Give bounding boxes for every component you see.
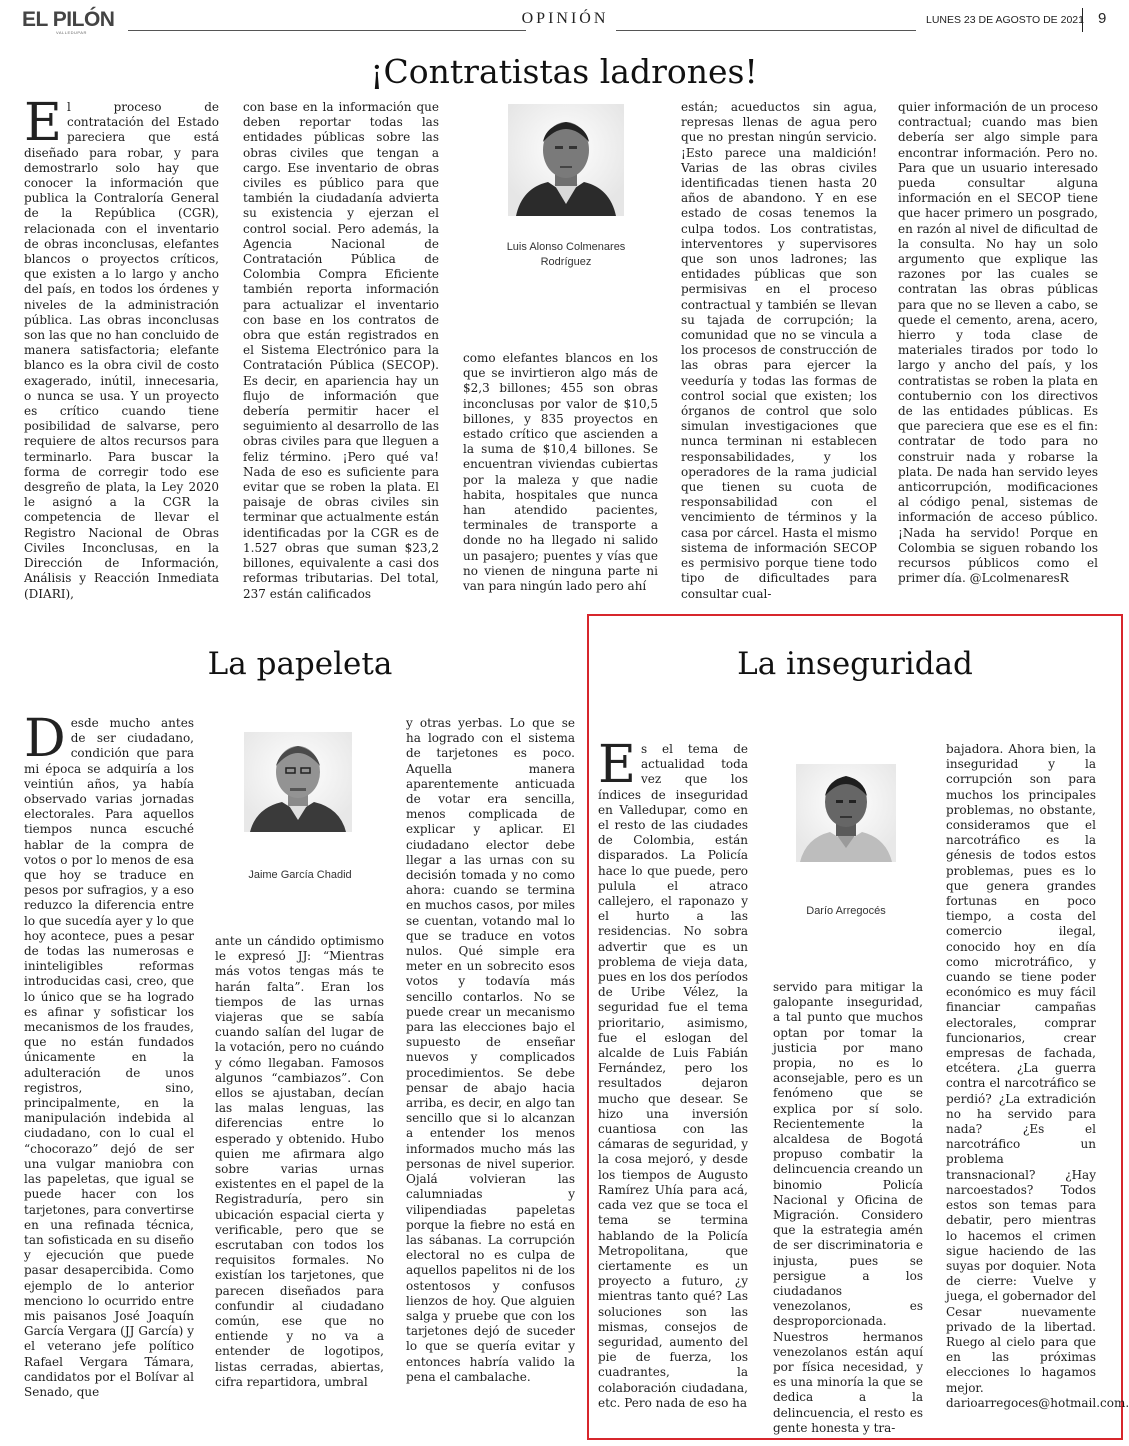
header-rule-right xyxy=(616,30,916,31)
article-title-papeleta: La papeleta xyxy=(207,646,393,682)
article1-text-1: l proceso de contratación del Estado pareciera que está diseñado para robar, y para demostrarlo solo hay que conocer la información que publica la Contraloría General de la República (CGR), relacionada con el inventario de obras inconclusas, elefantes blancos o proyectos críticos, que existen a lo largo y ancho del país, en todos los órdenes y niveles de la administración pública. Las obras inconclusas son las que no han concluido de manera satisfactoria; elefante blanco es la obra civil de costo exagerado, inútil, innecesaria, o nunca se usa. Y un proyecto es crítico cuando tiene posibilidad de salvarse, pero requiere de altos recursos para terminarlo. Para buscar la forma de corregir todo ese desgreño de plata, la Ley 2020 le asignó a la CGR la competencia de llevar el Registro Nacional de Obras Civiles Inconclusas, en la Dirección de Información, Análisis y Reacción Inmediata (DIARI), xyxy=(24,100,219,601)
drop-cap: E xyxy=(598,735,636,795)
issue-date: LUNES 23 DE AGOSTO DE 2021 xyxy=(926,14,1084,26)
newspaper-logo[interactable]: EL PILÓN xyxy=(22,8,115,31)
portrait-icon xyxy=(508,104,624,216)
article1-column-1 xyxy=(24,93,219,602)
article2-column-2 xyxy=(215,934,384,1420)
author-photo-arregoces xyxy=(796,764,896,862)
article3-column-1 xyxy=(598,735,748,1418)
article1-column-5 xyxy=(898,100,1098,602)
article-title-inseguridad: La inseguridad xyxy=(737,646,973,682)
section-name: OPINIÓN xyxy=(521,10,609,27)
drop-cap: E xyxy=(24,93,62,153)
article3-text-1: s el tema de actualidad toda vez que los índices de inseguridad en Valledupar, como en el resto de las ciudades de Colombia, están disparados. La Policía hace lo que puede, pero pulula el atraco callejero, el raponazo y el hurto a las residencias. No sobra advertir que es un problema de vieja data, pues en los dos períodos de Uribe Vélez, la seguridad fue el tema prioritario, asimismo, fue el eslogan del alcalde de Luis Fabián Fernández, pero los resultados dejaron mucho que desear. Se hizo una inversión cuantiosa con las cámaras de seguridad, y la cosa mejoró, y desde los tiempos de Augusto Ramírez Uhía para acá, cada vez que se toca el tema se termina hablando de la Policía Metropolitana, que ciertamente es un proyecto a futuro, ¿y mientras tanto qué? Las soluciones son las mismas, consejos de seguridad, aumento del pie de fuerza, los cuadrantes, la colaboración ciudadana, etc. Pero nada de eso ha xyxy=(598,742,748,1410)
article1-column-3 xyxy=(463,351,658,602)
article3-text-3: bajadora. Ahora bien, la inseguridad y la corrupción son para muchos los principales problemas, no obstante, consideramos que el narcotráfico es la génesis de todos estos problemas, pues es lo que genera grandes fortunas en poco tiempo, a costa del comercio ilegal, conocido hoy en día como microtráfico, y cuando se tiene poder económico es muy fácil financiar campañas electorales, comprar funcionarios, crear empresas de fachada, etcétera. ¿La guerra contra el narcotráfico se perdió? ¿La extradición no ha servido para nada? ¿Es el narcotráfico un problema transnacional? ¿Hay narcoestados? Todos estos son temas para debatir, pero mientras lo hacemos el crimen sigue haciendo de las suyas por doquier. Nota de cierre: Vuelve y juega, el gobernador del Cesar nuevamente privado de la libertad. Ruego al cielo para que en las próximas elecciones lo hagamos mejor. darioarregoces@hotmail.com. xyxy=(946,742,1129,1410)
header-divider xyxy=(1082,8,1083,32)
article3-text-2: servido para mitigar la galopante inseguridad, a tal punto que muchos optan por tomar la justicia por mano propia, no es lo aconsejable, pero es un fenómeno que se explica por sí solo. Recientemente la alcaldesa de Bogotá propuso combatir la delincuencia creando un binomio Policía Nacional y Oficina de Migración. Considero que la estrategia amén de ser discriminatoria e injusta, pues se persigue a los ciudadanos venezolanos, es desproporcionada. Nuestros hermanos venezolanos están aquí por física necesidad, y es una minoría la que se dedica a la delincuencia, el resto es gente honesta y tra- xyxy=(773,980,923,1435)
article1-text-2: con base en la información que deben reportar todas las entidades públicas sobre las obras civiles que tengan a cargo. Ese inventario de obras civiles es público para que también la ciudadanía advierta su existencia y ejerzan el control social. Pero además, la Agencia Nacional de Contratación Pública de Colombia Compra Eficiente también reporta información para actualizar el inventario con base en los contratos de obra que están registrados en el Sistema Electrónico para la Contratación Pública (SECOP). Es decir, en apariencia hay un flujo de información que debería permitir hacer el seguimiento al desarrollo de las obras civiles para que lleguen a feliz término. ¡Pero qué va! Nada de eso es suficiente para evitar que se roben la plata. El paisaje de obras civiles sin terminar que actualmente están identificadas por la CGR es de 1.527 obras que suman $23,2 billones, equivalente a casi dos reformas tributarias. Del total, 237 están calificados xyxy=(243,100,439,601)
newspaper-logo-subtitle: VALLEDUPAR xyxy=(56,30,87,35)
author-name-colmenares: Luis Alonso Colmenares Rodríguez xyxy=(506,241,626,268)
article2-column-3 xyxy=(406,716,575,1420)
article-title-contratistas: ¡Contratistas ladrones! xyxy=(370,52,758,91)
author-name-arregoces: Darío Arregocés xyxy=(806,905,886,917)
article2-column-1 xyxy=(24,709,194,1420)
article1-text-5: quier información de un proceso contractual; cuando mas bien debería ser algo simple para encontrar información. Pero no. Para que un usuario interesado pueda consultar alguna información en el SECOP tiene que hacer primero un posgrado, en razón al nivel de dificultad de la consulta. No hay un solo argumento que explique las razones por las cuales se contratan las obras públicas para que no se lleven a cabo, se quede el cemento, arena, acero, hierro y toda clase de materiales tirados por todo lo largo y ancho del país, y los contratistas se roben la plata en contubernio con los directivos de las entidades públicas. Es que pareciera que ese es el fin: contratar de todo para no construir nada y robarse la plata. De nada han servido leyes anticorrupción, modificaciones al código penal, sistemas de información de acceso público. ¡Nada ha servido! Porque en Colombia se siguen robando los recursos públicos como el primer día. @LcolmenaresR xyxy=(898,100,1098,586)
page-number: 9 xyxy=(1098,10,1107,27)
drop-cap: D xyxy=(24,709,66,769)
article1-column-4 xyxy=(681,100,877,602)
article3-column-2 xyxy=(773,980,923,1435)
article2-text-3: y otras yerbas. Lo que se ha logrado con el sistema de tarjetones es poco. Aquella manera aparentemente anticuada de votar era sencilla, menos complicada de explicar y aplicar. El ciudadano elector debe llegar a las urnas con su decisión tomada y no como ahora: cuando se termina en muchos casos, por miles se cuentan, votando mal lo que se traduce en votos nulos. Qué simple era meter en un sobrecito esos votos y todavía más sencillo contarlos. No se puede crear un mecanismo para las elecciones bajo el supuesto de enseñar nuevos y complicados procedimientos. Se debe pensar de abajo hacia arriba, es decir, en algo tan sencillo que si lo alcanzan a entender los menos informados mucho más las personas de nivel superior. Ojalá volvieran las calumniadas y vilipendiadas papeletas porque la fiebre no está en las sábanas. La corrupción electoral no es culpa de aquellos papelitos ni de los ostentosos y confusos lienzos de hoy. Que alguien salga y pruebe que con los tarjetones dejó de suceder lo que se quería evitar y entonces habría valido la pena el cambalache. xyxy=(406,716,575,1384)
article2-text-2: ante un cándido optimismo le expresó JJ: “Mientras más votos tengas más te harán falta”. Eran los tiempos de las urnas viajeras que se sabía cuando salían del lugar de la votación, pero no cuándo y cómo llegaban. Famosos algunos “cambiazos”. Con ellos se ajustaban, decían las malas lenguas, las diferencias entre lo esperado y obtenido. Hubo quien me afirmara algo sobre varias urnas existentes en el papel de la Registraduría, pero sin ubicación espacial cierta y verificable, pero que se escrutaban con todos los requisitos formales. No existían los tarjetones, que parecen diseñados para confundir al ciudadano común, ese que no entiende y no va a entender de logotipos, listas cerradas, abiertas, cifra repartidora, umbral xyxy=(215,934,384,1389)
article1-text-4: están; acueductos sin agua, represas llenas de agua pero que no prestan ningún servicio. ¡Esto parece una maldición! Varias de las obras civiles identificadas tienen hasta 20 años de abandono. Y en ese estado de cosas tenemos la culpa todos. Los contratistas, interventores y supervisores que son unos ladrones; las entidades públicas que son permisivas en el proceso contractual y también se llevan su tajada de corrupción; la comunidad que no se vincula a los procesos de construcción de las obras para ejercer la veeduría y todas las formas de control social que existen; los órganos de control que solo simulan investigaciones que nunca terminan ni establecen responsabilidades, y los operadores de la rama judicial que tienen su cuota de responsabilidad con el vencimiento de términos y la casa por cárcel. Hasta el mismo sistema de información SECOP es permisivo porque tiene todo tipo de dificultades para consultar cual- xyxy=(681,100,877,601)
header-rule-left xyxy=(128,30,526,31)
article2-text-1: esde mucho antes de ser ciudadano, condición que para mi época se adquiría a los veintiún años, ya había observado varias jornadas electorales. Para aquellos tiempos nunca escuché hablar de la compra de votos o por lo menos de esa que hoy se traduce en pesos por sufragios, y a eso reduzco la diferencia entre lo que sucedía ayer y lo que hoy acontece, pues a pesar de todas las numerosas e ininteligibles reformas introducidas casi, creo, que lo único que se ha logrado es afinar y sofisticar los mecanismos de los fraudes, que no están fundados únicamente en la adulteración de unos registros, sino, principalmente, en la manipulación indebida al ciudadano, con lo cual el “chocorazo” dejó de ser una vulgar maniobra con las papeletas, que igual se puede hacer con los tarjetones, para convertirse en una refinada técnica, tan sofisticada en su diseño y ejecución que puede pasar desapercibida. Como ejemplo de lo anterior menciono lo ocurrido entre mis paisanos José Joaquín García Vergara (JJ García) y el veterano jefe político Rafael Vergara Támara, candidatos por el Bolívar al Senado, que xyxy=(24,716,194,1399)
author-photo-garcia xyxy=(244,732,352,832)
portrait-icon xyxy=(796,764,896,862)
author-name-garcia: Jaime García Chadid xyxy=(248,869,352,881)
article1-column-2 xyxy=(243,100,439,602)
author-photo-colmenares xyxy=(508,104,624,216)
portrait-icon xyxy=(244,732,352,832)
article3-column-3 xyxy=(946,742,1129,1418)
article1-text-3: como elefantes blancos en los que se invirtieron algo más de $2,3 billones; 455 son obras inconclusas por valor de $10,5 billones, y 835 proyectos en estado crítico que ascienden a la suma de $10,4 billones. Se encuentran viviendas cubiertas por la maleza y que nadie habita, hospitales que nunca han atendido pacientes, terminales de transporte a donde no ha llegado ni salido un pasajero; puentes y vías que no vienen de ninguna parte ni van para ningún lado pero ahí xyxy=(463,351,658,594)
masthead xyxy=(22,8,1108,36)
